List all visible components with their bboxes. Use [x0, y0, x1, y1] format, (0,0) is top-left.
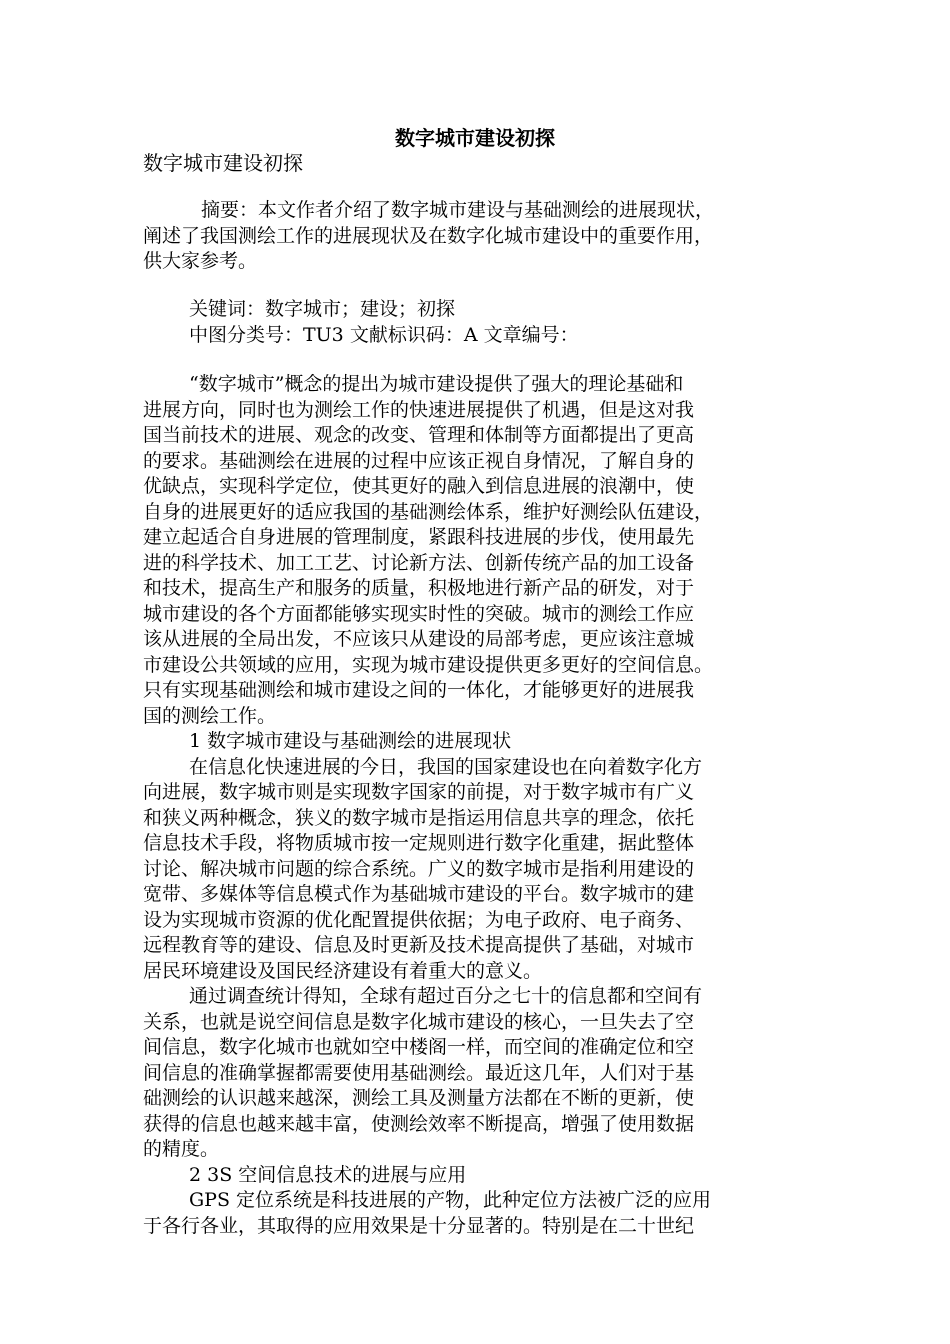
body-line: 只有实现基础测绘和城市建设之间的一体化，才能够更好的进展我: [143, 679, 695, 701]
abstract-line: 阐述了我国测绘工作的进展现状及在数字化城市建设中的重要作用，: [143, 224, 714, 247]
body-line: 该从进展的全局出发，不应该只从建设的局部考虑，更应该注意城: [143, 628, 695, 650]
body-line: 优缺点，实现科学定位，使其更好的融入到信息进展的浪潮中，使: [143, 475, 695, 497]
body-line: 市建设公共领域的应用，实现为城市建设提供更多更好的空间信息。: [143, 653, 714, 676]
body-line: 础测绘的认识越来越深，测绘工具及测量方法都在不断的更新，使: [143, 1087, 695, 1109]
body-line: 自身的进展更好的适应我国的基础测绘体系，维护好测绘队伍建设，: [143, 500, 714, 523]
body-line: 信息技术手段，将物质城市按一定规则进行数字化重建，据此整体: [143, 832, 695, 854]
abstract-line: 摘要：本文作者介绍了数字城市建设与基础测绘的进展现状，: [201, 199, 715, 221]
section-heading-2: 2 3S 空间信息技术的进展与应用: [189, 1163, 467, 1186]
body-line: 宽带、多媒体等信息模式作为基础城市建设的平台。数字城市的建: [143, 883, 695, 905]
body-line: 城市建设的各个方面都能够实现实时性的突破。城市的测绘工作应: [143, 602, 695, 625]
body-line: 和技术，提高生产和服务的质量，积极地进行新产品的研发，对于: [143, 577, 695, 599]
body-line: 向进展，数字城市则是实现数字国家的前提，对于数字城市有广义: [143, 781, 695, 803]
body-line: 间信息的准确掌握都需要使用基础测绘。最近这几年，人们对于基: [143, 1061, 695, 1084]
body-line: 设为实现城市资源的优化配置提供依据；为电子政府、电子商务、: [143, 908, 695, 931]
body-line: 进的科学技术、加工工艺、讨论新方法、创新传统产品的加工设备: [143, 551, 695, 574]
keywords-block: [143, 297, 813, 348]
body-line: 的要求。基础测绘在进展的过程中应该正视自身情况，了解自身的: [143, 449, 695, 472]
body-line: 国的测绘工作。: [143, 704, 277, 727]
classification-line: 中图分类号：TU3 文献标识码：A 文章编号：: [189, 323, 579, 346]
document-subtitle: 数字城市建设初探: [143, 151, 303, 175]
body-text: [143, 372, 813, 1239]
document-title: 数字城市建设初探: [395, 126, 555, 150]
keywords-line: 关键词：数字城市；建设；初探: [189, 298, 456, 320]
body-line: 关系，也就是说空间信息是数字化城市建设的核心，一旦失去了空: [143, 1010, 695, 1033]
body-line: 远程教育等的建设、信息及时更新及技术提高提供了基础，对城市: [143, 934, 695, 956]
body-line: 和狭义两种概念，狭义的数字城市是指运用信息共享的理念，依托: [143, 806, 695, 829]
section-heading-1: 1 数字城市建设与基础测绘的进展现状: [189, 730, 512, 752]
body-line: 进展方向，同时也为测绘工作的快速进展提供了机遇，但是这对我: [143, 398, 695, 421]
body-line: GPS 定位系统是科技进展的产物，此种定位方法被广泛的应用: [189, 1189, 712, 1211]
body-line: 获得的信息也越来越丰富，使测绘效率不断提高，增强了使用数据: [143, 1112, 695, 1135]
body-line: 的精度。: [143, 1138, 220, 1160]
body-line: 讨论、解决城市问题的综合系统。广义的数字城市是指利用建设的: [143, 857, 695, 880]
body-line: 居民环境建设及国民经济建设有着重大的意义。: [143, 959, 543, 982]
body-line: 建立起适合自身进展的管理制度，紧跟科技进展的步伐，使用最先: [143, 526, 695, 548]
body-line: 在信息化快速进展的今日，我国的国家建设也在向着数字化方: [189, 755, 703, 778]
body-line: 国当前技术的进展、观念的改变、管理和体制等方面都提出了更高: [143, 424, 695, 446]
body-line: 间信息，数字化城市也就如空中楼阁一样，而空间的准确定位和空: [143, 1036, 695, 1058]
body-line: 于各行各业，其取得的应用效果是十分显著的。特别是在二十世纪: [143, 1214, 695, 1237]
body-line: “数字城市”概念的提出为城市建设提供了强大的理论基础和: [189, 373, 684, 395]
body-line: 通过调查统计得知，全球有超过百分之七十的信息都和空间有: [189, 985, 703, 1007]
abstract-line: 供大家参考。: [143, 250, 258, 272]
abstract: [143, 198, 813, 275]
